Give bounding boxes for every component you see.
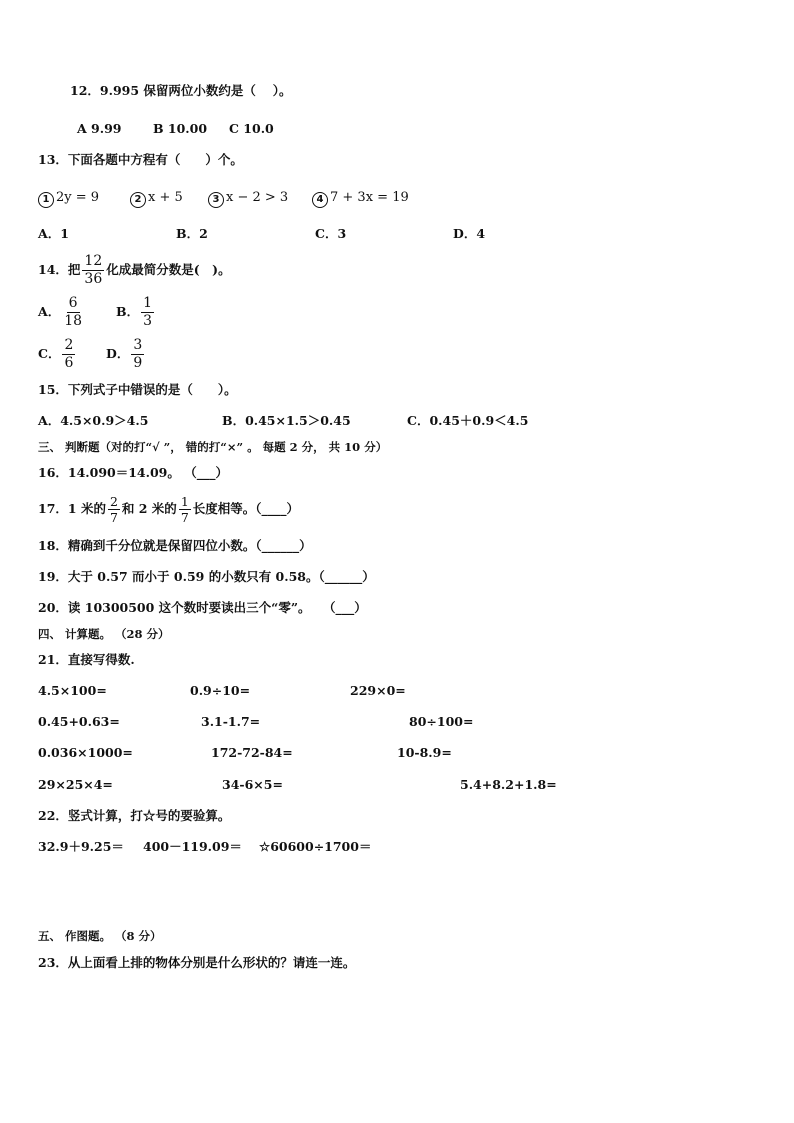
q20: 20．读 10300500 这个数时要读出三个“零”。 （___）	[38, 600, 367, 615]
q15-stem: 15．下列式子中错误的是（ ）。	[38, 382, 237, 397]
q21-item: 80÷100=	[409, 714, 474, 729]
q17	[38, 491, 299, 527]
q21-item: 10-8.9=	[397, 745, 452, 760]
fraction-numerator: 1	[180, 493, 189, 509]
q12-option-a[interactable]: A 9.99	[77, 121, 122, 136]
option-label: D．	[106, 346, 130, 361]
q14-fraction	[82, 254, 104, 286]
q17-text-3: 长度相等。（____）	[192, 501, 300, 516]
option-fraction	[131, 338, 144, 370]
section-4-heading: 四、 计算题。 （28 分）	[38, 627, 170, 641]
q16: 16．14.090＝14.09。 （___）	[38, 465, 228, 480]
fraction-denominator: 36	[84, 271, 103, 287]
q21-item: 34-6×5=	[222, 777, 283, 792]
q13-option-a[interactable]: A．1	[38, 226, 69, 241]
q15-option-b[interactable]: B．0.45×1.5＞0.45	[222, 413, 351, 428]
q21-item: 0.9÷10=	[190, 683, 251, 698]
q18: 18．精确到千分位就是保留四位小数。（______）	[38, 538, 312, 553]
q12-option-c[interactable]: C 10.0	[229, 121, 274, 136]
fraction-denominator: 7	[180, 510, 189, 525]
q17-fraction-1	[108, 495, 120, 524]
q21-item: 172-72-84=	[211, 745, 293, 760]
circled-number-icon: 4	[312, 192, 328, 208]
fraction-numerator: 2	[109, 493, 118, 509]
q17-text-2: 和 2 米的	[121, 501, 177, 516]
q14-suffix: 化成最简分数是( )。	[106, 262, 231, 277]
q13-stem: 13．下面各题中方程有（ ）个。	[38, 152, 243, 167]
q14-option-d[interactable]	[106, 336, 146, 372]
q21-item: 0.45+0.63=	[38, 714, 120, 729]
fraction-numerator: 6	[68, 295, 78, 312]
q23-stem: 23．从上面看上排的物体分别是什么形状的？请连一连。	[38, 955, 356, 970]
section-3-heading: 三、 判断题（对的打“√ ”， 错的打“×” 。 每题 2 分， 共 10 分）	[38, 440, 388, 454]
fraction-numerator: 2	[64, 337, 74, 354]
q22-item-2: 400－119.09＝	[143, 839, 242, 854]
fraction-denominator: 6	[64, 355, 74, 371]
option-label: C．	[38, 346, 61, 361]
q21-item: 4.5×100=	[38, 683, 107, 698]
q14-prefix: 14．把	[38, 262, 81, 277]
q17-text-1: 17．1 米的	[38, 501, 106, 516]
q13-item-4	[312, 189, 409, 208]
q13-expr-3: x − 2 > 3	[226, 190, 289, 205]
q13-item-3	[208, 189, 288, 208]
q13-expr-4: 7 + 3x = 19	[330, 190, 409, 205]
fraction-denominator: 18	[64, 313, 83, 329]
circled-number-icon: 1	[38, 192, 54, 208]
q21-item: 0.036×1000=	[38, 745, 133, 760]
q12-option-b[interactable]: B 10.00	[153, 121, 208, 136]
q13-option-c[interactable]: C．3	[315, 226, 347, 241]
fraction-denominator: 9	[133, 355, 143, 371]
q22-item-3: ☆60600÷1700＝	[259, 839, 372, 854]
q21-item: 3.1-1.7=	[201, 714, 261, 729]
circled-number-icon: 3	[208, 192, 224, 208]
circled-number-icon: 2	[130, 192, 146, 208]
option-fraction	[62, 338, 75, 370]
q15-option-c[interactable]: C．0.45＋0.9＜4.5	[407, 413, 529, 428]
q13-item-1	[38, 189, 99, 208]
q15-option-a[interactable]: A．4.5×0.9＞4.5	[38, 413, 149, 428]
q14-option-b[interactable]	[116, 294, 156, 330]
fraction-numerator: 3	[133, 337, 143, 354]
q21-stem: 21．直接写得数.	[38, 652, 135, 667]
q13-option-b[interactable]: B．2	[176, 226, 208, 241]
section-5-heading: 五、 作图题。 （8 分）	[38, 929, 162, 943]
q21-item: 229×0=	[350, 683, 406, 698]
q13-expr-1: 2y = 9	[56, 190, 100, 205]
fraction-numerator: 1	[143, 295, 152, 312]
option-label: B．	[116, 304, 140, 319]
q12-stem: 12．9.995 保留两位小数约是（ ）。	[70, 83, 292, 98]
q22-stem: 22．竖式计算，打☆号的要验算。	[38, 808, 231, 823]
q14-option-c[interactable]	[38, 336, 77, 372]
fraction-denominator: 3	[143, 313, 152, 329]
fraction-denominator: 7	[109, 510, 118, 525]
q21-item: 5.4+8.2+1.8=	[460, 777, 557, 792]
option-fraction	[141, 296, 154, 328]
q17-fraction-2	[179, 495, 191, 524]
q13-expr-2: x + 5	[148, 190, 183, 205]
option-fraction	[62, 296, 84, 328]
q22-item-1: 32.9＋9.25＝	[38, 839, 124, 854]
fraction-numerator: 12	[84, 253, 103, 270]
q19: 19．大于 0.57 而小于 0.59 的小数只有 0.58。（______）	[38, 569, 375, 584]
q13-option-d[interactable]: D．4	[453, 226, 486, 241]
q21-item: 29×25×4=	[38, 777, 113, 792]
option-label: A．	[38, 304, 61, 319]
q14-stem	[38, 252, 231, 288]
q13-item-2	[130, 189, 183, 208]
q14-option-a[interactable]	[38, 294, 86, 330]
